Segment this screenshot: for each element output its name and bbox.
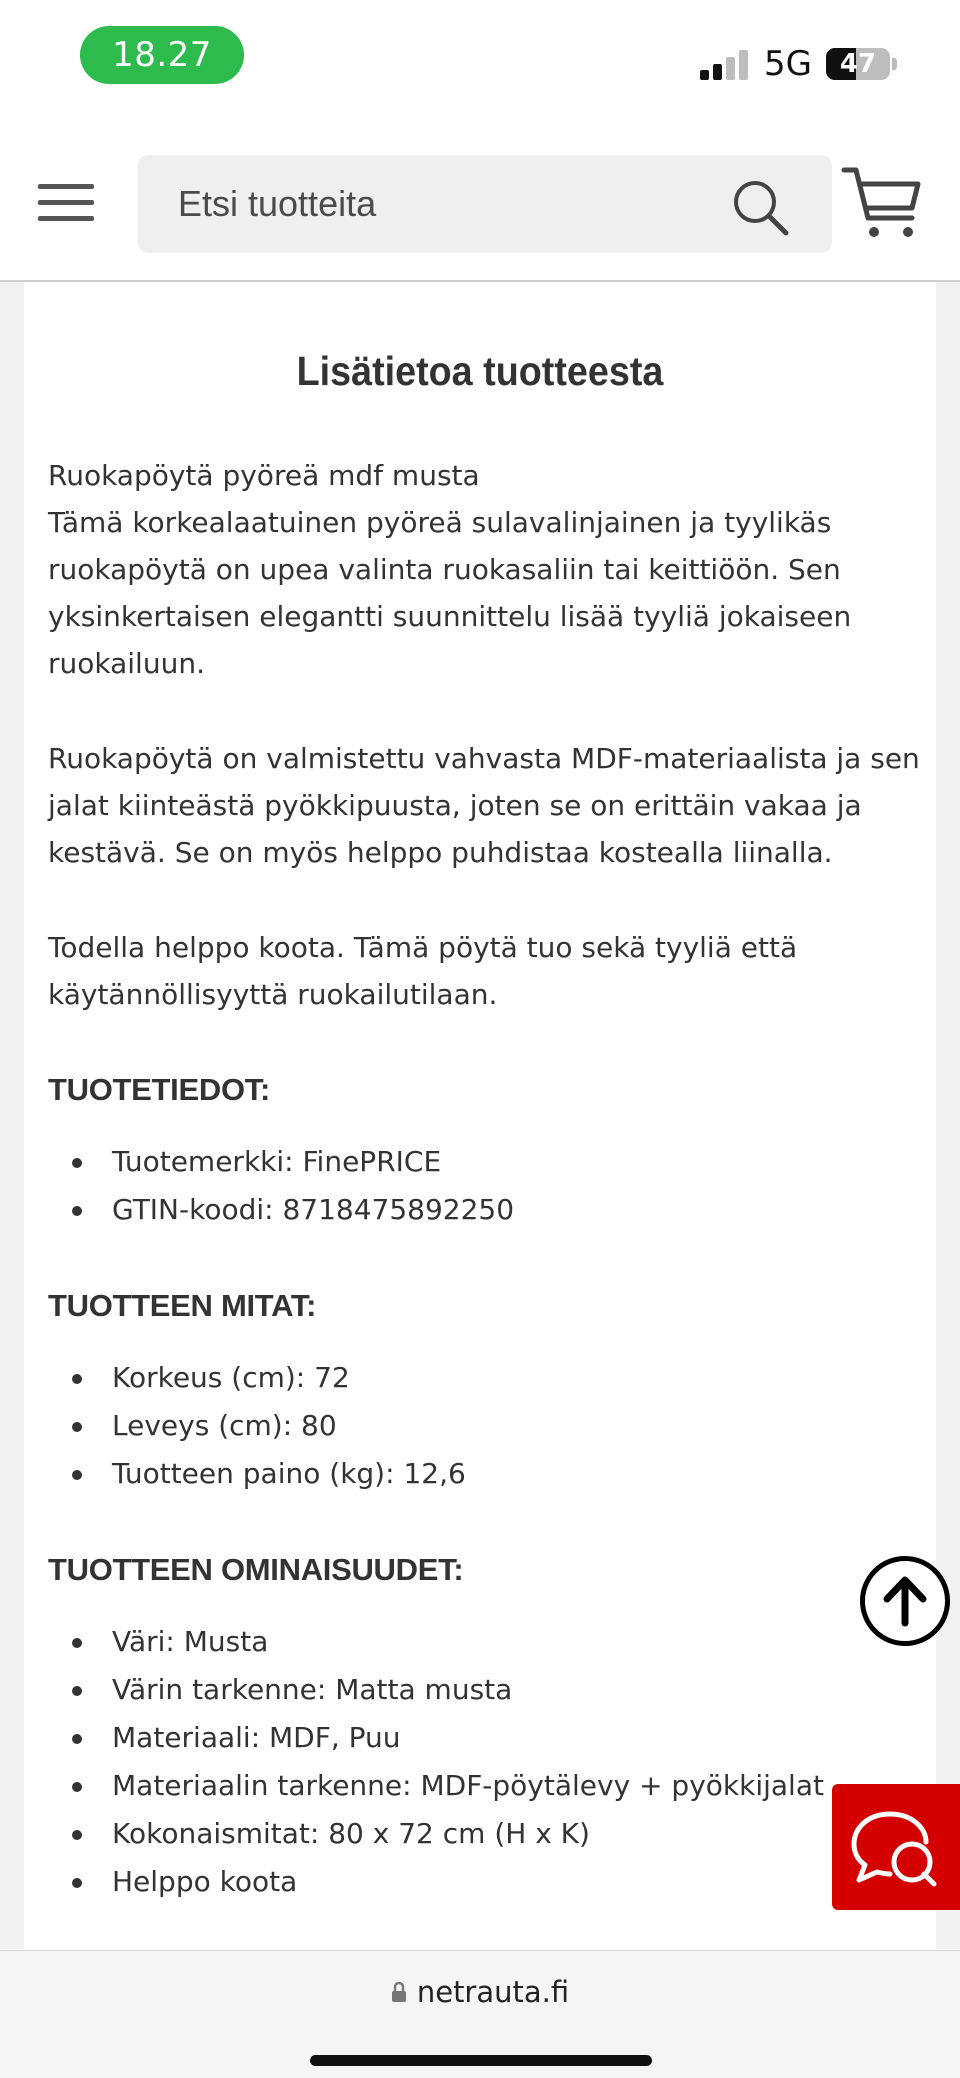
hamburger-menu-icon[interactable] [38,180,96,226]
dimensions-list [48,1354,928,1498]
list-item: Materiaali: MDF, Puu [48,1714,928,1762]
browser-address-bar[interactable] [0,1950,960,2078]
list-item: Leveys (cm): 80 [48,1402,928,1450]
intro-title: Ruokapöytä pyöreä mdf musta [48,459,480,492]
chat-button[interactable] [832,1784,960,1910]
description-paragraph: Ruokapöytä on valmistettu vahvasta MDF-materiaalista ja sen jalat kiinteästä pyökkipuusta, joten se on erittäin vakaa ja kestävä. Se on myös helppo puhdistaa kostealla liinalla. [48,742,920,869]
search-input[interactable] [178,155,698,253]
arrow-up-icon [865,1561,945,1641]
url-display[interactable] [0,1975,960,2009]
list-item: Värin tarkenne: Matta musta [48,1666,928,1714]
battery-tip [892,58,897,70]
intro-text: Tämä korkealaatuinen pyöreä sulavalinjainen ja tyylikäs ruokapöytä on upea valinta ruokasaliin tai keittiöön. Sen yksinkertaisen elegantti suunnittelu lisää tyyliä jokaiseen ruokailuun. [48,506,852,680]
status-time: 18.27 [80,26,244,84]
description-body [48,452,928,1906]
list-item: Korkeus (cm): 72 [48,1354,928,1402]
product-info-heading: TUOTETIEDOT: [48,1072,270,1107]
features-heading: TUOTTEEN OMINAISUUDET: [48,1552,464,1587]
list-item: Kokonaismitat: 80 x 72 cm (H x K) [48,1810,928,1858]
dimensions-heading: TUOTTEEN MITAT: [48,1288,317,1323]
status-bar [0,0,960,110]
list-item: Tuotteen paino (kg): 12,6 [48,1450,928,1498]
section-title: Lisätietoa tuotteesta [296,348,664,394]
cellular-signal-icon [700,50,750,80]
features-list [48,1618,928,1906]
list-item: Väri: Musta [48,1618,928,1666]
network-type: 5G [764,44,812,84]
description-paragraph: Todella helppo koota. Tämä pöytä tuo sekä tyyliä että käytännöllisyyttä ruokailutilaan. [48,931,798,1011]
product-info-list [48,1138,928,1234]
list-item: Materiaalin tarkenne: MDF-pöytälevy + pyökkijalat [48,1762,928,1810]
list-item: GTIN-koodi: 8718475892250 [48,1186,928,1234]
search-bar[interactable] [138,155,832,253]
chat-icon [832,1784,960,1910]
site-header [0,110,960,282]
scroll-to-top-button[interactable] [860,1556,950,1646]
product-description-card [24,282,936,1950]
list-item: Helppo koota [48,1858,928,1906]
battery-percent: 47 [839,49,877,79]
lock-icon [391,1981,407,2003]
list-item: Tuotemerkki: FinePRICE [48,1138,928,1186]
cart-icon[interactable] [840,160,924,244]
search-icon[interactable] [730,177,790,237]
battery-icon [826,48,890,80]
home-indicator[interactable] [310,2055,652,2066]
url-text: netrauta.fi [416,1975,570,2009]
